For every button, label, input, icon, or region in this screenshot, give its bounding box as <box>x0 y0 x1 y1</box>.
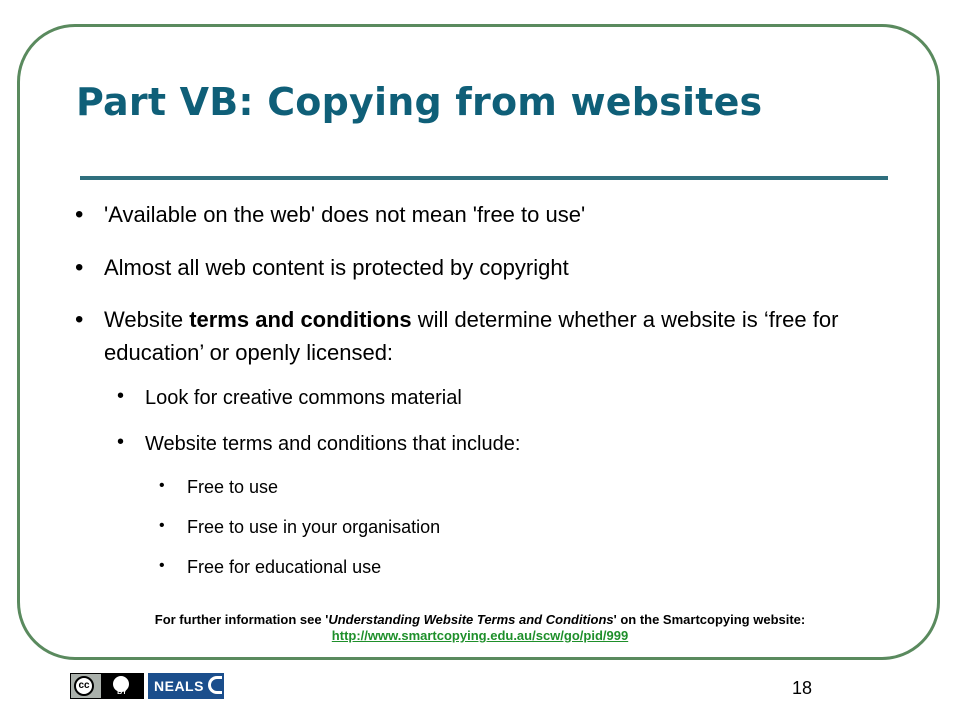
bullet-dot-icon: • <box>117 431 125 453</box>
neals-logo[interactable] <box>148 673 224 699</box>
attribution-icon <box>101 674 143 698</box>
bullet-text-post: will determine whether a website is ‘free for education’ or openly licensed: <box>104 307 839 365</box>
bullet-text-pre: Website <box>104 307 190 332</box>
creative-commons-logo[interactable] <box>70 673 144 699</box>
bullet-dot-icon: • <box>75 306 84 333</box>
sub-sub-bullet-text: Free to use <box>187 477 279 497</box>
bullet-dot-icon: • <box>117 385 125 407</box>
footer-text-italic: Understanding Website Terms and Conditions <box>328 612 614 627</box>
bullet-text-bold: terms and conditions <box>189 307 412 332</box>
sub-sub-bullet-item <box>159 514 441 540</box>
smartcopying-link[interactable]: http://www.smartcopying.edu.au/scw/go/pid/999 <box>331 628 629 643</box>
cc-icon: cc <box>74 676 94 696</box>
bullet-dot-icon: • <box>75 201 84 228</box>
bullet-text: 'Available on the web' does not mean 'free to use' <box>104 202 586 227</box>
footer-text-post: ' on the Smartcopying website: <box>613 612 806 627</box>
bullet-item <box>75 251 844 284</box>
bullet-text: Almost all web content is protected by copyright <box>104 255 569 280</box>
bullet-dot-icon: • <box>75 254 84 281</box>
sub-bullet-text: Look for creative commons material <box>145 387 462 409</box>
by-label: BY <box>117 689 127 696</box>
bullet-item <box>75 198 844 231</box>
slide-title: Part VB: Copying from websites <box>76 80 763 124</box>
sub-sub-bullet-item <box>159 554 382 580</box>
sub-sub-bullet-item <box>159 474 279 500</box>
sub-sub-bullet-text: Free for educational use <box>187 557 382 577</box>
neals-label: NEALS <box>154 678 204 694</box>
bullet-dot-icon: • <box>159 517 165 534</box>
footer-note <box>60 612 900 644</box>
sub-bullet-item <box>117 430 521 458</box>
sub-bullet-text: Website terms and conditions that include: <box>145 433 521 455</box>
bullet-item <box>75 303 844 369</box>
neals-arc-icon <box>208 676 222 694</box>
title-divider <box>80 176 888 180</box>
page-number: 18 <box>792 678 813 698</box>
sub-bullet-item <box>117 384 462 412</box>
sub-sub-bullet-text: Free to use in your organisation <box>187 517 441 537</box>
bullet-dot-icon: • <box>159 477 165 494</box>
bullet-dot-icon: • <box>159 557 165 574</box>
footer-text-pre: For further information see ' <box>154 612 329 627</box>
